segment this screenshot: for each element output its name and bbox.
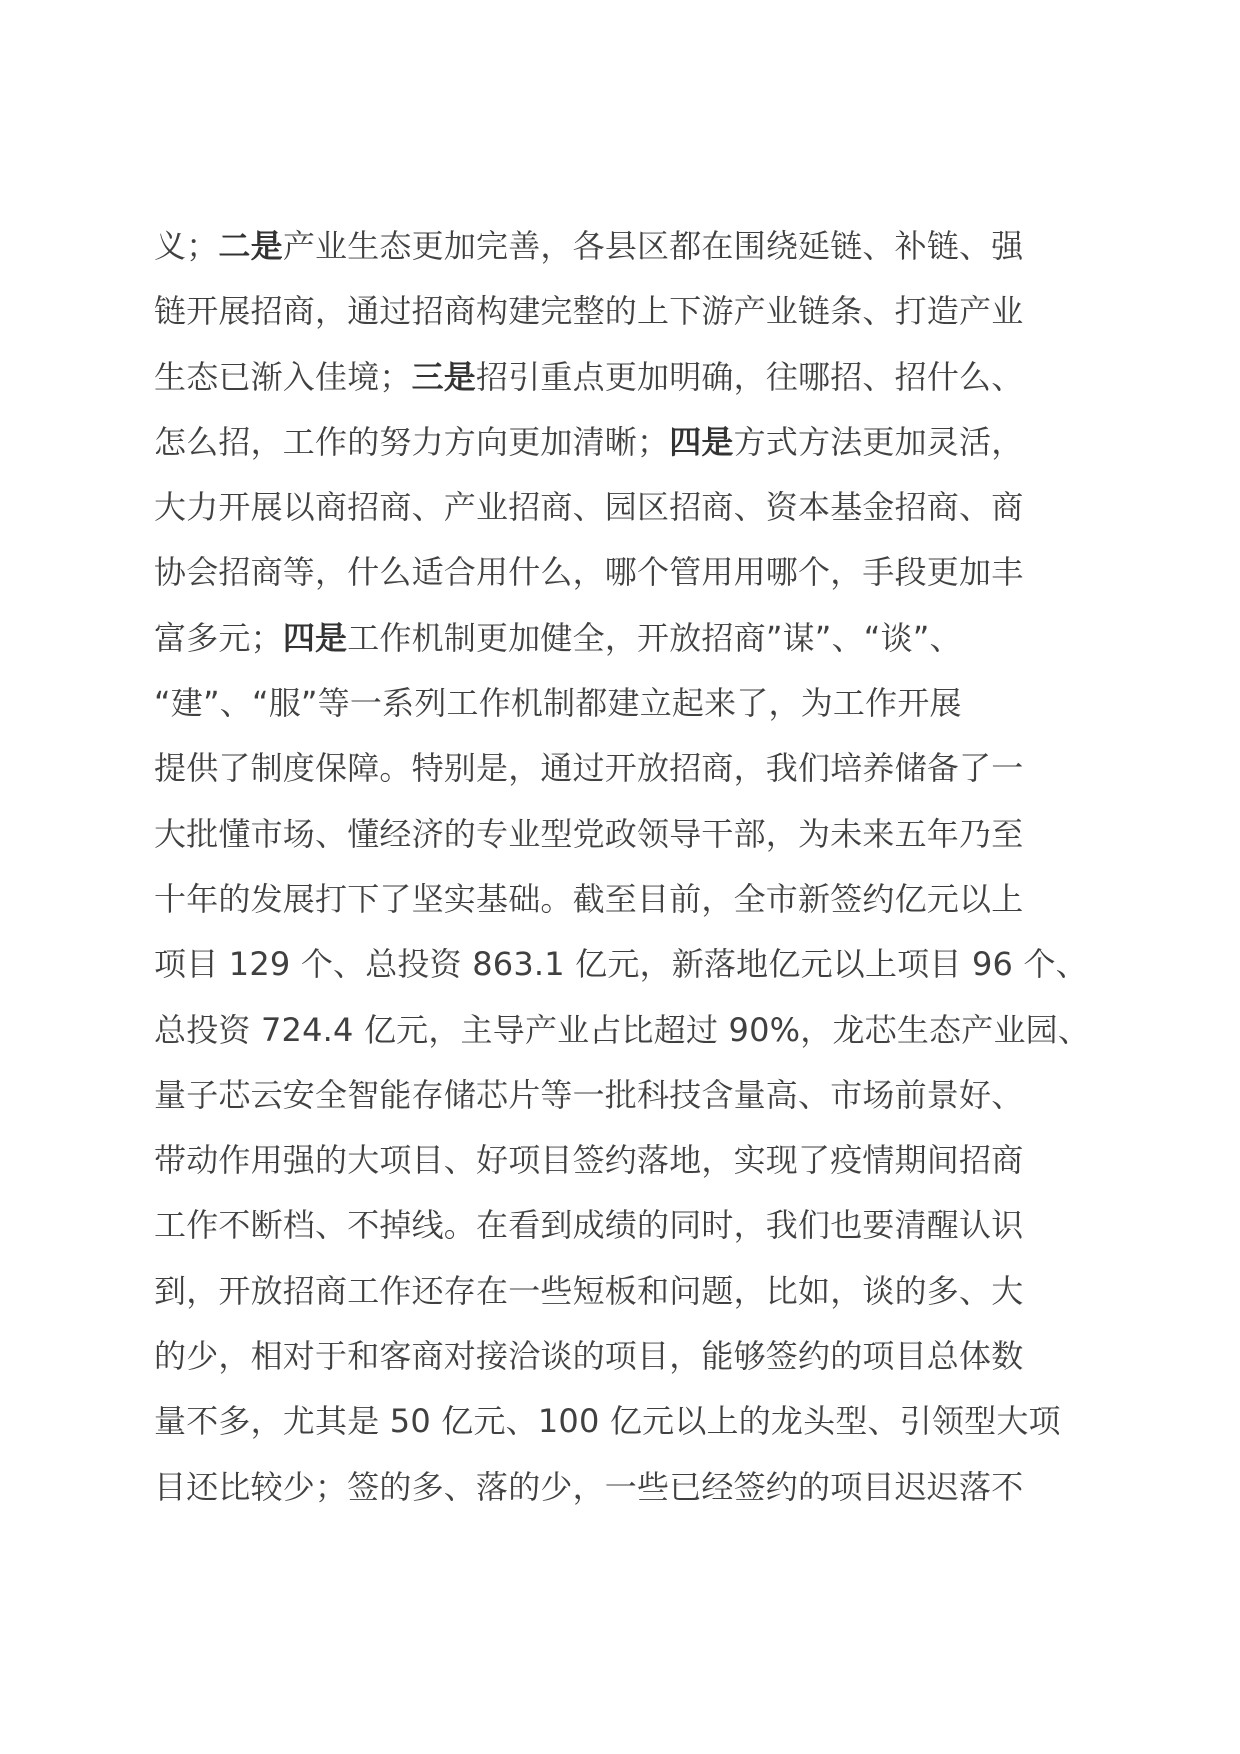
text-run: 富多元； xyxy=(154,618,283,657)
emphasis-ordinal: 三是 xyxy=(411,357,477,396)
text-run: 量不多，尤其是 50 亿元、100 亿元以上的龙头型、引领型大项 xyxy=(154,1402,1061,1441)
text-run: 链开展招商，通过招商构建完整的上下游产业链条、打造产业 xyxy=(154,292,1024,331)
text-line xyxy=(154,802,1104,867)
text-run: 怎么招，工作的努力方向更加清晰； xyxy=(154,422,670,461)
text-line xyxy=(154,1259,1104,1324)
text-run: 到，开放招商工作还存在一些短板和问题，比如，谈的多、大 xyxy=(154,1271,1024,1310)
text-run: 协会招商等，什么适合用什么，哪个管用用哪个，手段更加丰 xyxy=(154,553,1024,592)
text-run: 总投资 724.4 亿元，主导产业占比超过 90%，龙芯生态产业园、 xyxy=(154,1010,1091,1049)
text-run: 工作机制更加健全，开放招商”谋”、“谈”、 xyxy=(347,618,962,657)
text-run: 工作不断档、不掉线。在看到成绩的同时，我们也要清醒认识 xyxy=(154,1206,1024,1245)
text-line xyxy=(154,932,1104,997)
text-run: 方式方法更加灵活， xyxy=(733,422,1024,461)
text-run: 义； xyxy=(154,227,219,265)
emphasis-ordinal: 二是 xyxy=(218,227,283,265)
text-line xyxy=(154,606,1104,671)
text-run: 提供了制度保障。特别是，通过开放招商，我们培养储备了一 xyxy=(154,749,1024,788)
text-run: 量子芯云安全智能存储芯片等一批科技含量高、市场前景好、 xyxy=(154,1075,1024,1114)
text-run: 大批懂市场、懂经济的专业型党政领导干部，为未来五年乃至 xyxy=(154,814,1024,853)
text-run: 目还比较少；签的多、落的少，一些已经签约的项目迟迟落不 xyxy=(154,1467,1024,1506)
text-line xyxy=(154,998,1104,1063)
text-line xyxy=(154,1063,1104,1128)
text-line xyxy=(154,736,1104,801)
text-line xyxy=(154,1455,1104,1520)
text-line xyxy=(154,1193,1104,1258)
emphasis-ordinal: 四是 xyxy=(669,422,734,461)
text-line xyxy=(154,345,1104,410)
text-line xyxy=(154,214,1104,279)
text-line xyxy=(154,1324,1104,1389)
emphasis-ordinal: 四是 xyxy=(282,618,348,657)
text-run: 十年的发展打下了坚实基础。截至目前，全市新签约亿元以上 xyxy=(154,879,1024,918)
text-run: 产业生态更加完善，各县区都在围绕延链、补链、强 xyxy=(282,227,1024,265)
text-run: 项目 129 个、总投资 863.1 亿元，新落地亿元以上项目 96 个、 xyxy=(154,945,1088,984)
text-line xyxy=(154,1389,1104,1454)
text-line xyxy=(154,540,1104,605)
text-run: 招引重点更加明确，往哪招、招什么、 xyxy=(476,357,1024,396)
text-run: 带动作用强的大项目、好项目签约落地，实现了疫情期间招商 xyxy=(154,1141,1024,1180)
text-line xyxy=(154,1128,1104,1193)
text-run: “建”、“服”等一系列工作机制都建立起来了，为工作开展 xyxy=(154,684,962,723)
text-line xyxy=(154,475,1104,540)
text-line xyxy=(154,671,1104,736)
text-run: 大力开展以商招商、产业招商、园区招商、资本基金招商、商 xyxy=(154,488,1024,527)
text-run: 生态已渐入佳境； xyxy=(154,357,412,396)
body-text xyxy=(154,214,1104,1520)
text-line xyxy=(154,279,1104,344)
text-line xyxy=(154,867,1104,932)
text-run: 的少，相对于和客商对接洽谈的项目，能够签约的项目总体数 xyxy=(154,1337,1024,1376)
text-line xyxy=(154,410,1104,475)
